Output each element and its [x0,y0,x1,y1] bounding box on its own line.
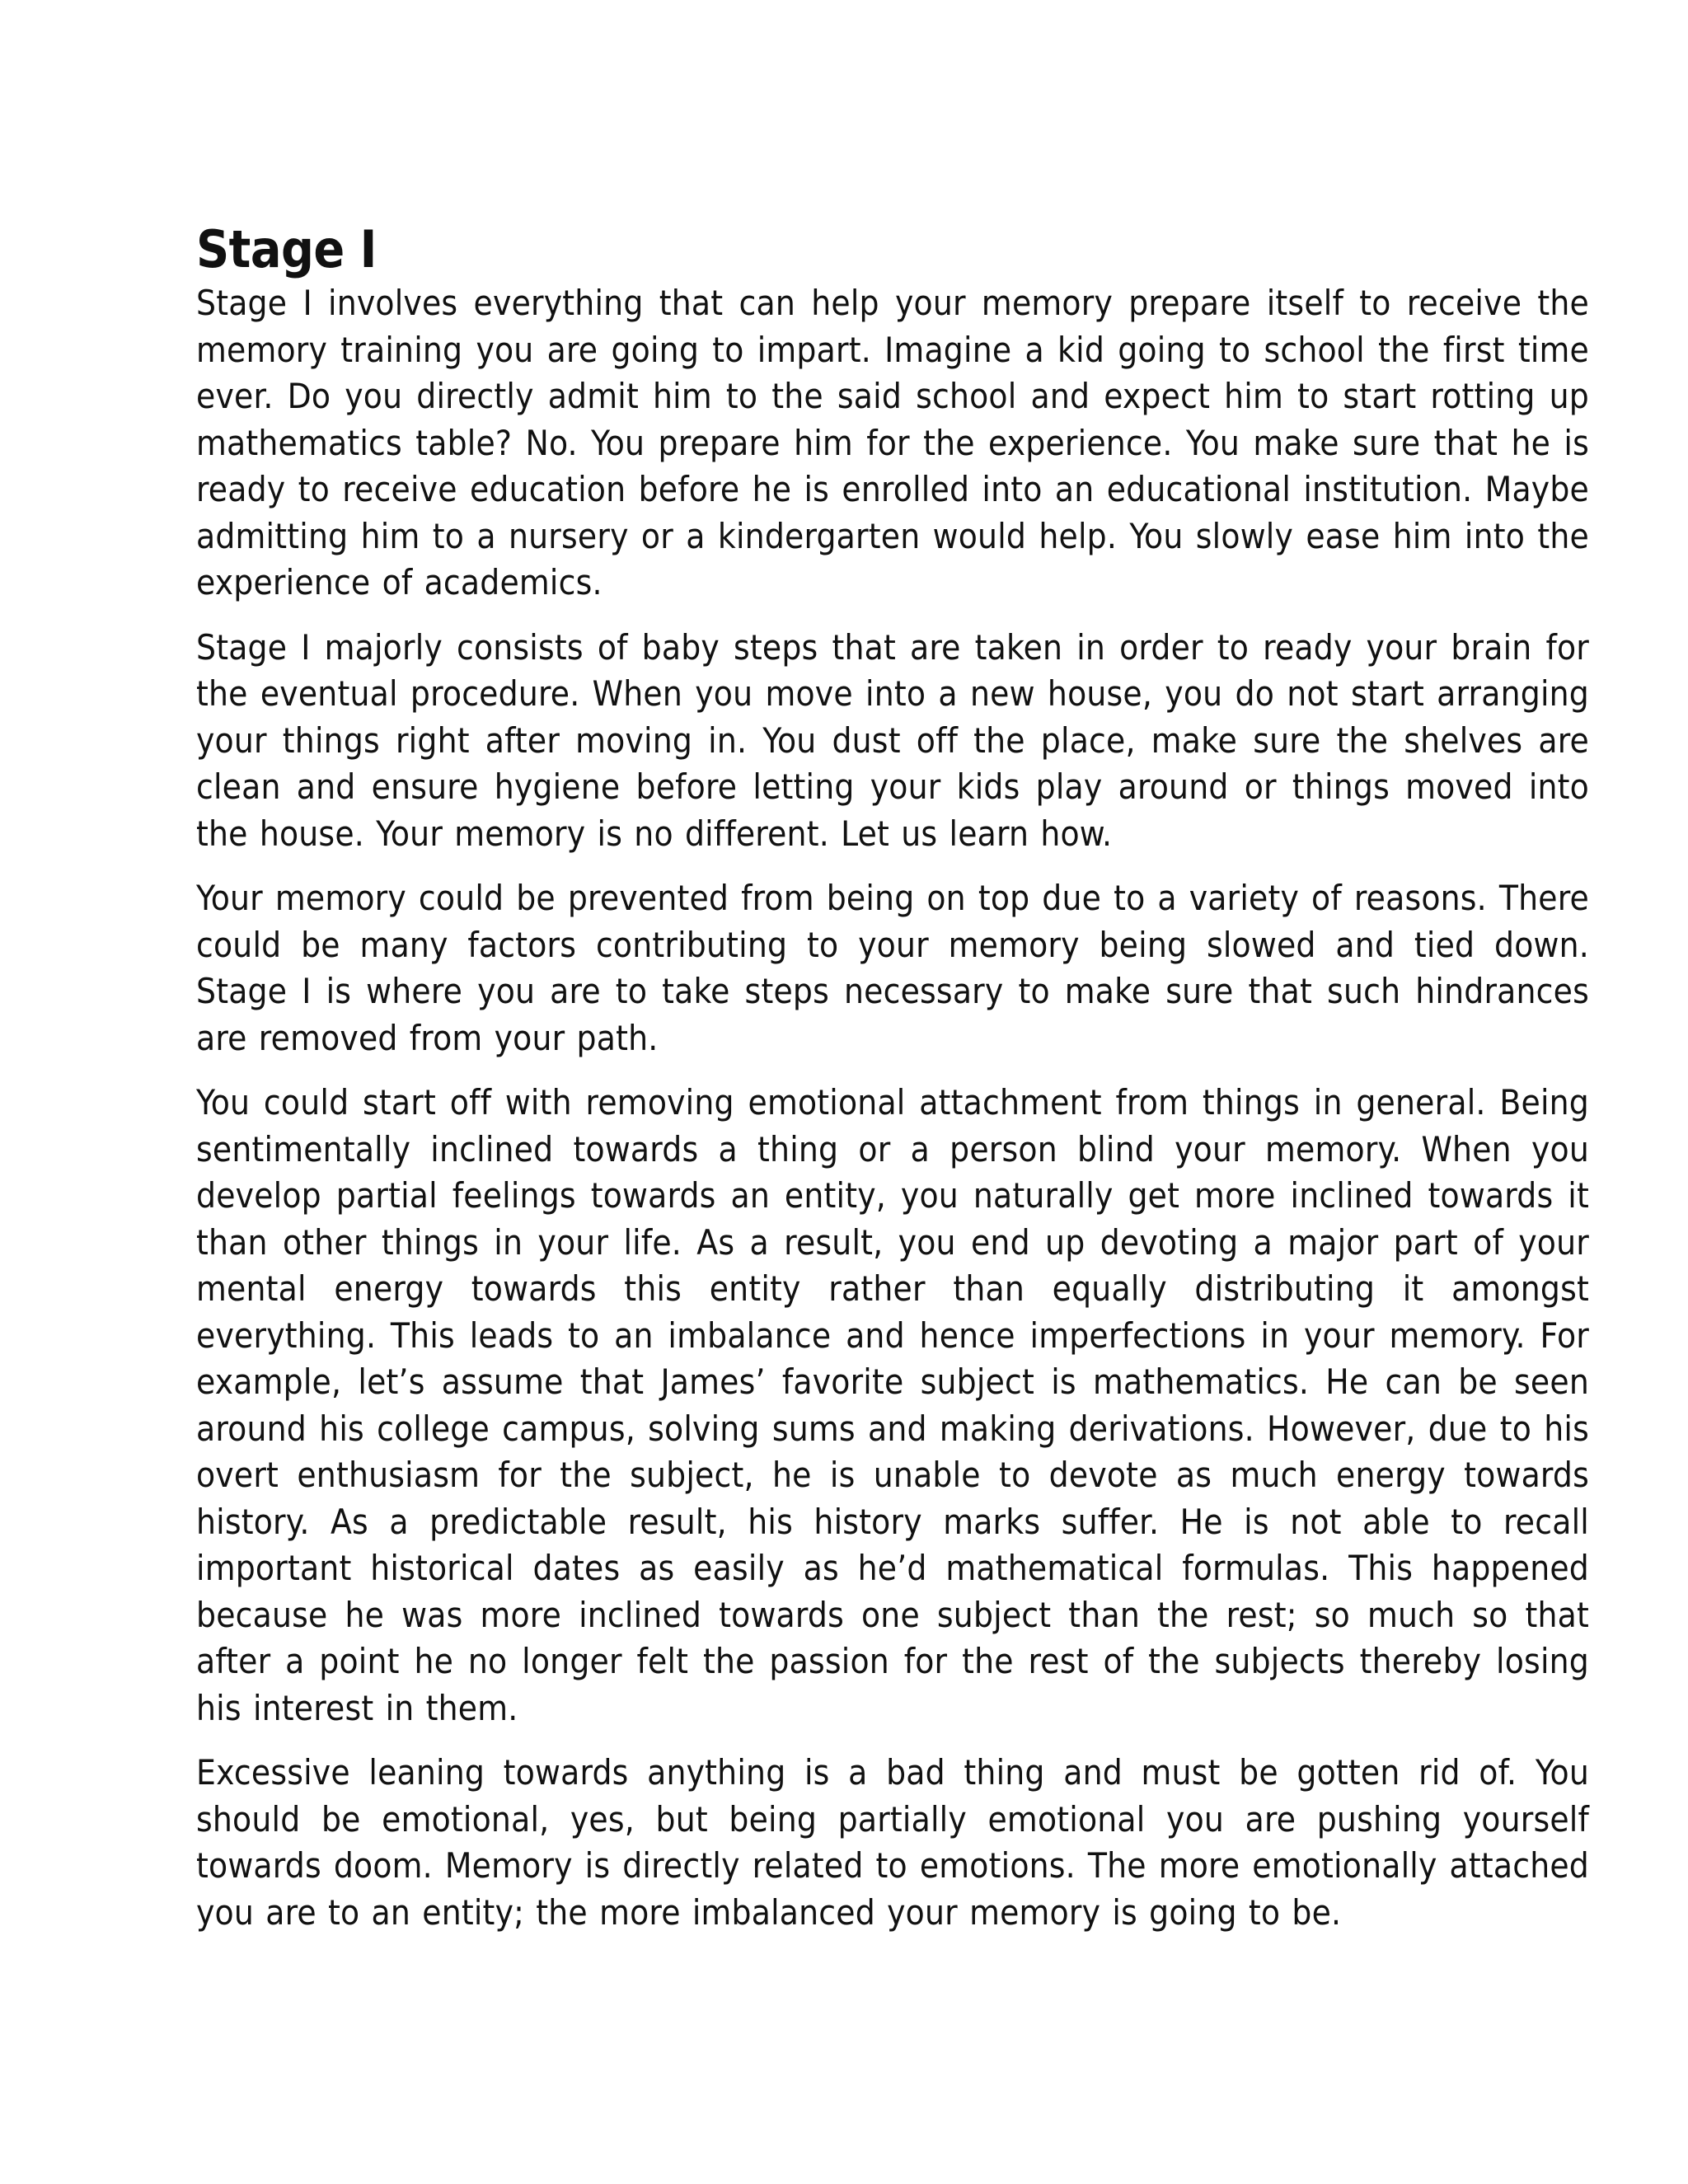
paragraph-1: Stage I involves everything that can help your memory prepare itself to receive the memory training you are going to impart. Imagine a kid going to school the first time ever. Do you directly admit him to the said school and expect him to start rotting up mathematics table? No. You prepare him for the experience. You make sure that he is ready to receive education before he is enrolled into an educational institution. Maybe admitting him to a nursery or a kindergarten would help. You slowly ease him into the experience of academics. [196,283,1589,602]
paragraph-4: You could start off with removing emotional attachment from things in general. Being sentimentally inclined towards a thing or a person blind your memory. When you develop partial feelings towards an entity, you naturally get more inclined towards it than other things in your life. As a result, you end up devoting a major part of your mental energy towards this entity rather than equally distributing it amongst everything. This leads to an imbalance and hence imperfections in your memory. For example, let’s assume that James’ favorite subject is mathematics. He can be seen around his college campus, solving sums and making derivations. However, due to his overt enthusiasm for the subject, he is unable to devote as much energy towards history. As a predictable result, his history marks suffer. He is not able to recall important historical dates as easily as he’d mathematical formulas. This happened because he was more inclined towards one subject than the rest; so much so that after a point he no longer felt the passion for the rest of the subjects thereby losing his interest in them. [196,1082,1589,1728]
page-content [196,221,1589,1954]
section-heading: Stage I [196,219,377,279]
paragraph-3: Your memory could be prevented from being on top due to a variety of reasons. There could be many factors contributing to your memory being slowed and tied down. Stage I is where you are to take steps necessary to make sure that such hindrances are removed from your path. [196,878,1589,1058]
paragraph-2: Stage I majorly consists of baby steps that are taken in order to ready your brain for the eventual procedure. When you move into a new house, you do not start arranging your things right after moving in. You dust off the place, make sure the shelves are clean and ensure hygiene before letting your kids play around or things moved into the house. Your memory is no different. Let us learn how. [196,626,1589,854]
paragraph-5: Excessive leaning towards anything is a bad thing and must be gotten rid of. You should be emotional, yes, but being partially emotional you are pushing yourself towards doom. Memory is directly related to emotions. The more emotionally attached you are to an entity; the more imbalanced your memory is going to be. [196,1752,1589,1933]
